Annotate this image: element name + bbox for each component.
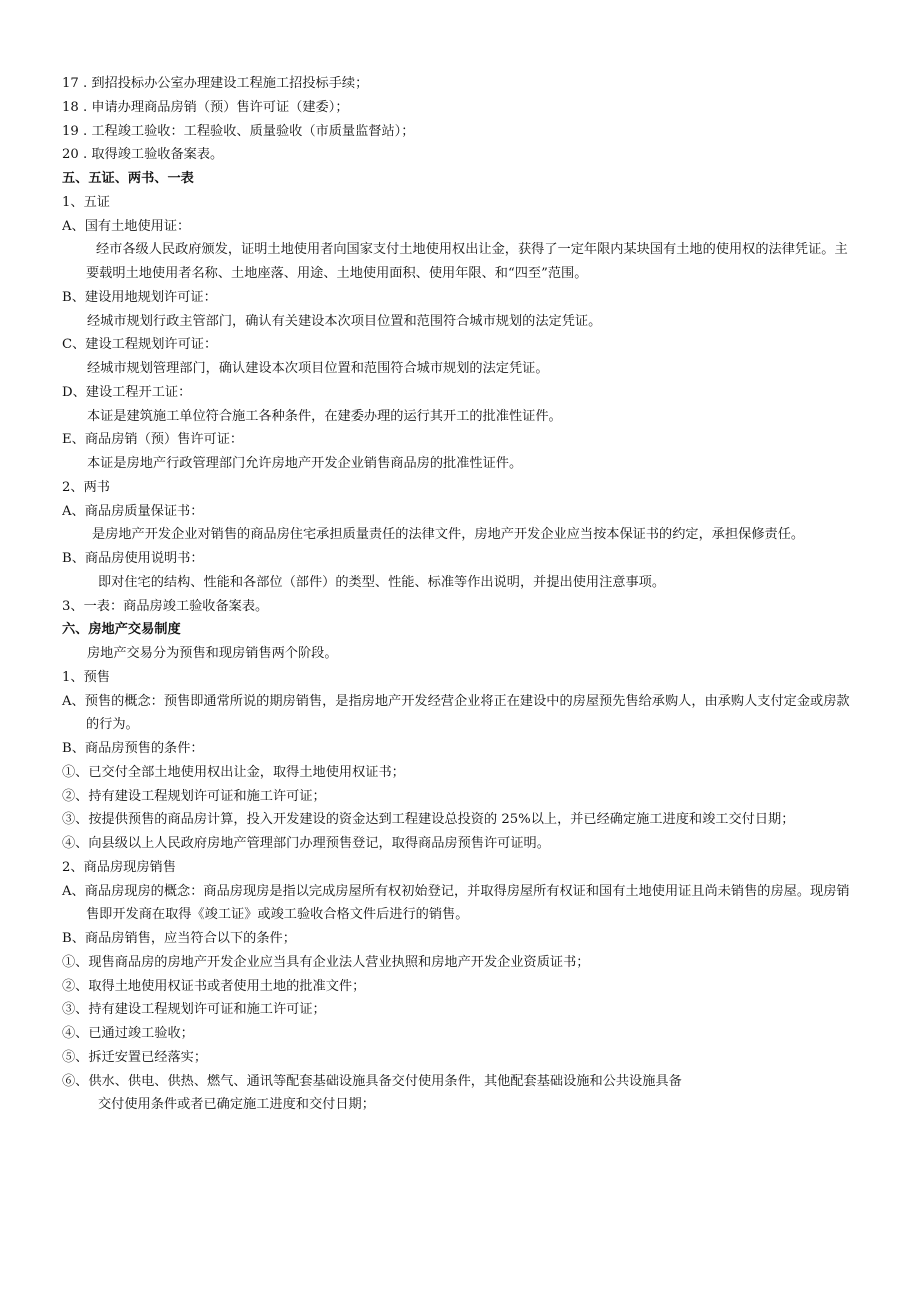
existing-sale-condition-6: ⑥、供水、供电、供热、燃气、通讯等配套基础设施具备交付使用条件，其他配套基础设施和公共设施具备 [62, 1073, 682, 1089]
existing-sale-condition-5: ⑤、拆迁安置已经落实； [62, 1049, 208, 1065]
item-c-description: 经城市规划管理部门，确认建设本次项目位置和范围符合城市规划的法定凭证。 [87, 361, 549, 376]
item-b-description: 经城市规划行政主管部门，确认有关建设本次项目位置和范围符合城市规划的法定凭证。 [87, 313, 602, 329]
presale-conditions-heading: B、商品房预售的条件： [62, 741, 204, 756]
item-e-description: 本证是房地产行政管理部门允许房地产开发企业销售商品房的批准性证件。 [87, 456, 523, 471]
item-d-description: 本证是建筑施工单位符合施工各种条件，在建委办理的运行其开工的批准性证件。 [87, 408, 562, 424]
subheading-five-certificates: 1、五证 [62, 194, 110, 210]
item-a-description: 经市各级人民政府颁发，证明土地使用者向国家支付土地使用权出让金，获得了一定年限内某块国有土地的使用权的法律凭证。主要载明土地使用者名称、土地座落、用途、土地使用面积、使用年限、和“四至”范围。 [86, 242, 848, 281]
subheading-existing-sale: 2、商品房现房销售 [62, 859, 176, 875]
existing-sale-conditions-heading: B、商品房销售，应当符合以下的条件； [62, 931, 296, 946]
subheading-one-form: 3、一表：商品房竣工验收备案表。 [62, 598, 269, 614]
presale-concept: A、预售的概念：预售即通常所说的期房销售，是指房地产开发经营企业将正在建设中的房屋预先售给承购人，由承购人支付定金或房款的行为。 [62, 693, 850, 733]
item-a-quality-description: 是房地产开发企业对销售的商品房住宅承担质量责任的法律文件，房地产开发企业应当按本保证书的约定，承担保修责任。 [92, 527, 805, 543]
existing-sale-condition-4: ④、已通过竣工验收； [62, 1026, 194, 1041]
list-item-18: 18 . 申请办理商品房销（预）售许可证（建委）； [62, 99, 349, 115]
subheading-presale: 1、预售 [62, 669, 110, 685]
subheading-two-documents: 2、两书 [62, 479, 110, 495]
document-body [62, 72, 852, 1117]
item-b-manual-description: 即对住宅的结构、性能和各部位（部件）的类型、性能、标准等作出说明，并提出使用注意事项。 [98, 574, 666, 590]
item-c-construction-planning-permit: C、建设工程规划许可证： [62, 337, 218, 353]
existing-sale-concept: A、商品房现房的概念：商品房现房是指以完成房屋所有权初始登记，并取得房屋所有权证和国有土地使用证且尚未销售的房屋。现房销售即开发商在取得《竣工证》或竣工验收合格文件后进行的销售。 [62, 883, 850, 923]
item-b-land-planning-permit: B、建设用地规划许可证： [62, 289, 217, 305]
item-a-land-use-certificate: A、国有土地使用证： [62, 218, 191, 234]
existing-sale-condition-6-continued: 交付使用条件或者已确定施工进度和交付日期； [98, 1097, 375, 1113]
section-6-intro: 房地产交易分为预售和现房销售两个阶段。 [87, 646, 338, 661]
item-d-construction-start-permit: D、建设工程开工证： [62, 384, 192, 400]
presale-condition-3: ③、按提供预售的商品房计算，投入开发建设的资金达到工程建设总投资的 25%以上，并已经确定施工进度和竣工交付日期； [62, 812, 795, 828]
list-item-17: 17 . 到招投标办公室办理建设工程施工招投标手续； [62, 76, 369, 91]
existing-sale-condition-3: ③、持有建设工程规划许可证和施工许可证； [62, 1002, 326, 1018]
section-heading-5: 五、五证、两书、一表 [62, 171, 194, 186]
item-b-user-manual: B、商品房使用说明书： [62, 551, 204, 566]
presale-condition-4: ④、向县级以上人民政府房地产管理部门办理预售登记，取得商品房预售许可证明。 [62, 836, 550, 851]
item-e-sales-permit: E、商品房销（预）售许可证： [62, 432, 244, 448]
existing-sale-condition-2: ②、取得土地使用权证书或者使用土地的批准文件； [62, 978, 366, 994]
list-item-20: 20 . 取得竣工验收备案表。 [62, 147, 224, 163]
presale-condition-1: ①、已交付全部土地使用权出让金，取得土地使用权证书； [62, 764, 405, 780]
item-a-quality-guarantee: A、商品房质量保证书： [62, 503, 204, 519]
list-item-19: 19 . 工程竣工验收：工程验收、质量验收（市质量监督站）； [62, 123, 415, 139]
section-heading-6: 六、房地产交易制度 [62, 622, 181, 638]
presale-condition-2: ②、持有建设工程规划许可证和施工许可证； [62, 788, 326, 804]
existing-sale-condition-1: ①、现售商品房的房地产开发企业应当具有企业法人营业执照和房地产开发企业资质证书； [62, 954, 590, 970]
